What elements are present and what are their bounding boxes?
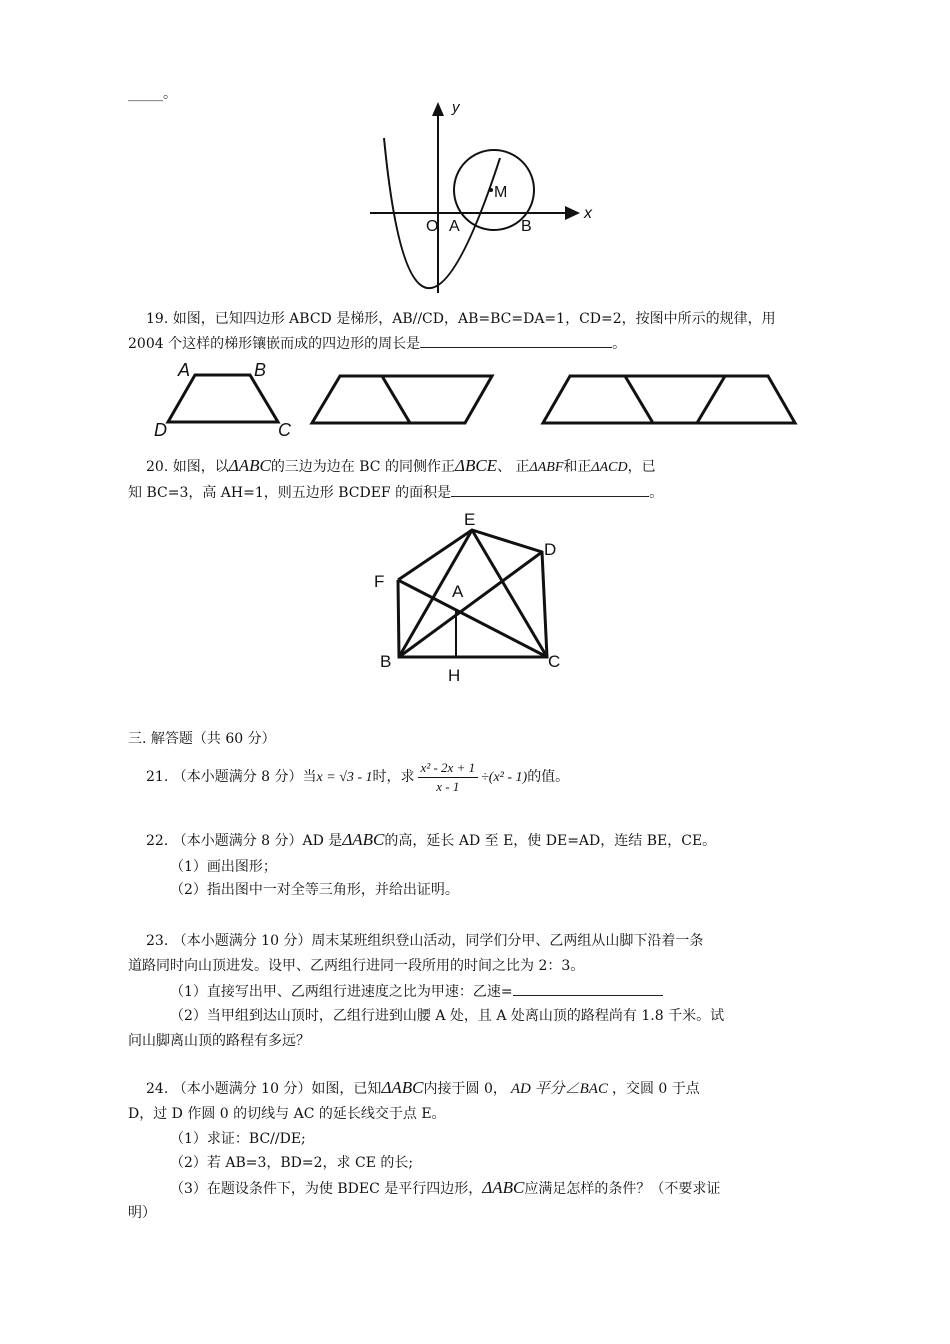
pentagon-label-d: D: [544, 540, 557, 559]
q19-text-line1: 19. 如图，已知四边形 ABCD 是梯形，AB//CD，AB=BC=DA=1，CD=2，按图中所示的规律，用: [146, 311, 776, 327]
q19-answer-blank: [420, 333, 612, 348]
q23-sub1-text: （1）直接写出甲、乙两组行进速度之比为甲速：乙速=: [170, 984, 513, 1000]
q21-numerator: x² - 2x + 1: [418, 759, 479, 778]
q24-math-abc-2: ΔABC: [482, 1178, 525, 1197]
y-axis-label: y: [452, 99, 460, 116]
q22-text-b: 的高，延长 AD 至 E，使 DE=AD，连结 BE，CE。: [384, 833, 717, 849]
q23-text-line2: 道路同时向山顶进发。设甲、乙两组行进同一段所用的时间之比为 2：3。: [128, 958, 585, 974]
q20-text-c: 、 正: [497, 459, 530, 475]
q21-text: [146, 758, 569, 797]
q24-text-c: ，交圆 0 于点: [611, 1081, 700, 1097]
q20-text-e: ，已: [627, 459, 656, 475]
q24-sub2: （2）若 AB=3，BD=2，求 CE 的长;: [170, 1155, 414, 1171]
trapezoid-label-b: B: [254, 360, 267, 380]
q24-sub1: （1）求证：BC//DE;: [170, 1131, 306, 1147]
q20-math-bce: ΔBCE: [454, 456, 498, 475]
pentagon-label-a: A: [452, 582, 464, 601]
q20-end: 。: [649, 485, 664, 501]
point-b-label: B: [521, 218, 532, 235]
point-a-label: A: [449, 218, 460, 235]
q23-sub1: [170, 981, 663, 1002]
q22-text-line1: [146, 830, 716, 851]
q24-text-b: 内接于圆 0，: [423, 1081, 507, 1097]
trapezoid-label-d: D: [154, 420, 167, 440]
q21-divisor: ÷(x² - 1): [481, 770, 528, 785]
q24-text-line1: [146, 1078, 700, 1099]
pentagon-label-h: H: [448, 666, 461, 685]
q19-text: 2004 个这样的梯形镶嵌而成的四边形的周长是: [128, 336, 421, 352]
previous-answer-blank: _____。: [128, 86, 177, 102]
q23-sub2: （2）当甲组到达山顶时，乙组行进到山腰 A 处，且 A 处离山顶的路程尚有 1.8 千米。试: [170, 1008, 725, 1024]
pentagon-label-c: C: [548, 652, 561, 671]
q24-math-bisector: AD 平分∠BAC: [510, 1081, 608, 1097]
figure-trapezoids: [150, 360, 810, 440]
q22-text-a: 22. （本小题满分 8 分）AD 是: [146, 833, 343, 849]
q21-denominator: x - 1: [436, 778, 460, 794]
figure-pentagon: [368, 505, 568, 685]
q22-sub2: （2）指出图中一对全等三角形，并给出证明。: [170, 882, 459, 898]
q19-end: 。: [612, 336, 627, 352]
q24-sub3-cont: 明）: [128, 1205, 156, 1221]
pentagon-label-b: B: [380, 652, 392, 671]
q20-text-line1: [146, 456, 656, 478]
q23-text-line1: 23. （本小题满分 10 分）周末某班组织登山活动，同学们分甲、乙两组从山脚下沿着一条: [146, 933, 704, 949]
q20-answer-blank: [451, 482, 649, 497]
q23-answer-blank: [513, 981, 663, 996]
q24-sub3-text-a: （3）在题设条件下，为使 BDEC 是平行四边形，: [170, 1181, 483, 1197]
q20-math-abc: ΔABC: [228, 456, 271, 475]
q20-text-d: 和正: [563, 459, 592, 475]
q21-condition: x = √3 - 1: [316, 770, 373, 785]
q20-math-abf: ΔABF: [529, 460, 564, 475]
pentagon-label-f: F: [374, 572, 385, 591]
q20-math-acd: ΔACD: [591, 460, 628, 475]
q24-text-line2: D，过 D 作圆 0 的切线与 AC 的延长线交于点 E。: [128, 1106, 446, 1122]
q24-sub3-text-b: 应满足怎样的条件？（不要求证: [524, 1181, 721, 1197]
q20-text-line2: [128, 482, 663, 503]
q19-text-line2: [128, 333, 626, 354]
q21-text-c: 的值。: [527, 769, 570, 785]
trapezoid-label-a: A: [178, 360, 191, 380]
q23-sub2-cont: 问山脚离山顶的路程有多远？: [128, 1033, 310, 1049]
q20-text-a: 20. 如图，以: [146, 459, 229, 475]
q20-text-f: 知 BC=3，高 AH=1，则五边形 BCDEF 的面积是: [128, 485, 452, 501]
q20-text-b: 的三边为边在 BC 的同侧作正: [270, 459, 455, 475]
q21-fraction: [418, 759, 479, 796]
q22-math-abc: ΔABC: [342, 830, 385, 849]
pentagon-label-e: E: [464, 510, 476, 529]
x-axis-label: x: [584, 205, 592, 222]
trapezoid-label-c: C: [278, 420, 291, 440]
point-m-label: M: [494, 184, 508, 201]
q21-text-a: 21. （本小题满分 8 分）当: [146, 769, 317, 785]
q24-sub3: [170, 1178, 720, 1199]
q21-text-b: 时，求: [372, 769, 415, 785]
q24-text-a: 24. （本小题满分 10 分）如图，已知: [146, 1081, 382, 1097]
q22-sub1: （1）画出图形；: [170, 859, 277, 875]
section-heading: 三. 解答题（共 60 分）: [128, 731, 276, 747]
origin-label: O: [426, 218, 439, 235]
q24-math-abc: ΔABC: [381, 1078, 424, 1097]
figure-parabola-circle: [360, 98, 600, 298]
